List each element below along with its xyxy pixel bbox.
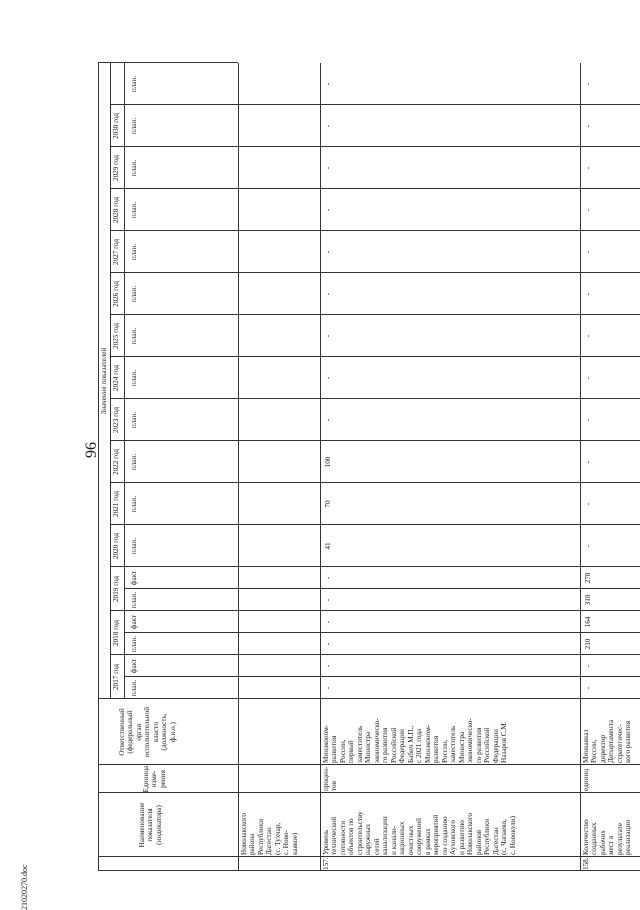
indicator-value: 278: [584, 572, 592, 584]
header-plan: план.: [130, 679, 138, 697]
header-year: 2019 год: [112, 576, 120, 602]
table-rule: [238, 63, 239, 871]
header-year: 2030 год: [112, 113, 120, 139]
responsible-official: Минэконом- развития России, первый заместитель Министра экономическо- го развития Российской Федерации Бабич М.П., с 2021 года Минэконом- развития России, заместитель Министра экономическо- го развития Российской Федерации Назаров С.М.: [322, 718, 509, 763]
header-year: 2023 год: [112, 407, 120, 433]
table-rule: [110, 356, 640, 357]
header-year: 2021 год: [112, 491, 120, 517]
indicator-value: -: [584, 460, 592, 464]
header-year: 2017 год: [112, 664, 120, 690]
indicator-value: 310: [584, 594, 592, 606]
header-plan: план.: [130, 117, 138, 135]
table-rule: [110, 230, 640, 231]
table-rule: [124, 63, 125, 699]
indicator-value: -: [584, 292, 592, 296]
indicator-value: 100: [324, 456, 332, 468]
header-plan: план.: [130, 327, 138, 345]
header-plan: план.: [130, 495, 138, 513]
indicator-name: Новолакского района Республики Дагестан (с. Тухчар, с. Ново- каякое): [240, 813, 299, 855]
header-plan: план.: [130, 591, 138, 609]
table-rule: [110, 146, 640, 147]
header-year: 2029 год: [112, 155, 120, 181]
page-number: 96: [83, 442, 100, 458]
unit-of-measure: единиц: [582, 768, 590, 791]
indicator-value: -: [584, 334, 592, 338]
header-year: 2025 год: [112, 323, 120, 349]
header-year: 2024 год: [112, 365, 120, 391]
header-plan: план.: [130, 285, 138, 303]
indicator-value: -: [324, 686, 332, 690]
indicator-value: -: [584, 208, 592, 212]
indicator-value: -: [584, 544, 592, 548]
indicator-value: -: [584, 502, 592, 506]
header-responsible: Ответственный (федеральный орган исполнительной власти (должность, ф.и.о.): [118, 706, 177, 758]
indicator-name: Количество созданных рабочих мест в результате реализации: [582, 819, 633, 855]
table-rule: [98, 870, 640, 871]
header-unit: Единица изме- рения: [142, 765, 167, 793]
indicator-value: -: [324, 292, 332, 296]
table-rule: [124, 676, 640, 677]
table-rule: [110, 63, 111, 699]
indicator-value: -: [324, 334, 332, 338]
indicator-value: -: [584, 166, 592, 170]
header-fact: факт: [130, 570, 138, 586]
table-rule: [110, 272, 640, 273]
header-plan: план.: [130, 201, 138, 219]
header-year: 2022 год: [112, 449, 120, 475]
indicator-value: -: [324, 208, 332, 212]
table-rule: [124, 632, 640, 633]
indicator-value: -: [324, 250, 332, 254]
table-rule: [98, 63, 99, 871]
table-rule: [110, 440, 640, 441]
table-rule: [110, 314, 640, 315]
table-rule: [110, 188, 640, 189]
table-rule: [110, 482, 640, 483]
table-rule: [124, 588, 640, 589]
table-rule: [580, 63, 581, 871]
indicator-value: -: [584, 250, 592, 254]
header-indicator-values: Значение показателей: [100, 347, 108, 415]
indicator-value: -: [584, 418, 592, 422]
table-rule: [110, 610, 640, 611]
indicator-value: -: [324, 124, 332, 128]
header-plan: план.: [130, 243, 138, 261]
header-plan: план.: [130, 369, 138, 387]
header-year: 2018 год: [112, 620, 120, 646]
indicator-table: [98, 15, 640, 871]
header-year: 2027 год: [112, 239, 120, 265]
indicator-value: 41: [324, 542, 332, 550]
indicator-value: -: [324, 642, 332, 646]
indicator-value: 210: [584, 638, 592, 650]
table-rule: [98, 62, 238, 63]
table-rule: [110, 104, 640, 105]
indicator-value: -: [324, 620, 332, 624]
indicator-value: -: [324, 376, 332, 380]
header-fact: факт: [130, 614, 138, 630]
row-number: 158.: [582, 857, 590, 870]
indicator-value: -: [324, 576, 332, 580]
table-rule: [110, 398, 640, 399]
document-filename: 21020270.doc: [20, 864, 29, 910]
header-plan: план.: [130, 159, 138, 177]
indicator-value: -: [324, 418, 332, 422]
indicator-value: -: [584, 686, 592, 690]
table-rule: [110, 566, 640, 567]
header-plan: план.: [130, 75, 138, 93]
header-plan: план.: [130, 635, 138, 653]
row-number: 157.: [322, 857, 330, 870]
indicator-value: -: [584, 82, 592, 86]
indicator-value: -: [584, 376, 592, 380]
table-rule: [320, 63, 321, 871]
table-rule: [110, 524, 640, 525]
indicator-value: -: [324, 166, 332, 170]
header-fact: факт: [130, 658, 138, 674]
indicator-value: -: [324, 82, 332, 86]
indicator-value: -: [324, 598, 332, 602]
header-year: 2028 год: [112, 197, 120, 223]
table-rule: [110, 654, 640, 655]
header-year: 2020 год: [112, 533, 120, 559]
indicator-value: 70: [324, 500, 332, 508]
header-plan: план.: [130, 453, 138, 471]
header-plan: план.: [130, 411, 138, 429]
table-rule: [98, 856, 640, 857]
indicator-value: -: [584, 664, 592, 668]
responsible-official: Минкавказ России, директор Департамента стратегичес- кого развития: [582, 719, 633, 763]
indicator-value: -: [324, 664, 332, 668]
indicator-value: 164: [584, 616, 592, 628]
unit-of-measure: процен- тов: [322, 766, 339, 791]
header-plan: план.: [130, 537, 138, 555]
indicator-name: Уровень технической готовности объектов по строительству наружных сетей канализации и канали- зационных очистных сооружений в рамках мероприятий по созданию Ауховского и развитию Новолакского районов Республики Дагестан (с. Чапаево, с. Новокули): [322, 811, 517, 855]
header-indicator-name: Наименование показателя (индикатора): [138, 802, 163, 848]
header-year: 2026 год: [112, 281, 120, 307]
indicator-value: -: [584, 124, 592, 128]
rotated-table-body: [98, 15, 640, 871]
table-rule: [98, 764, 640, 765]
